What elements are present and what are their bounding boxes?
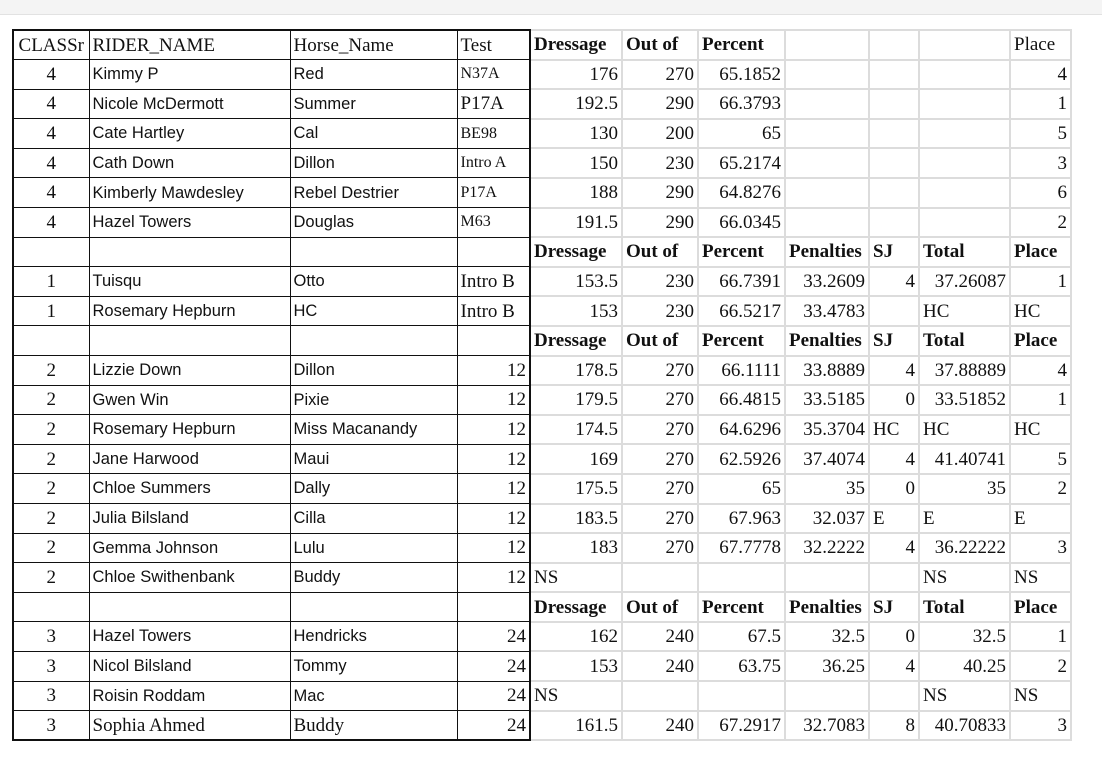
rider-cell: Cath Down <box>89 148 290 178</box>
out-of-cell: 270 <box>622 356 698 386</box>
place-cell: HC <box>1010 415 1071 445</box>
place-cell: 3 <box>1010 533 1071 563</box>
test-cell: 12 <box>457 385 530 415</box>
out-of-cell <box>622 681 698 711</box>
penalties-cell <box>785 148 869 178</box>
sj-cell <box>869 30 919 60</box>
penalties-cell: 32.037 <box>785 504 869 534</box>
percent-cell: 66.1111 <box>698 356 785 386</box>
sj-cell: 4 <box>869 651 919 681</box>
sj-cell: HC <box>869 415 919 445</box>
test-cell: 12 <box>457 563 530 593</box>
penalties-cell <box>785 60 869 90</box>
rider-cell: Chloe Swithenbank <box>89 563 290 593</box>
table-row <box>13 563 1071 593</box>
class-cell: 2 <box>13 444 89 474</box>
place-cell: 2 <box>1010 474 1071 504</box>
table-row <box>13 474 1071 504</box>
percent-cell: 64.8276 <box>698 178 785 208</box>
sj-cell <box>869 89 919 119</box>
table-row <box>13 148 1071 178</box>
out-of-cell: 270 <box>622 533 698 563</box>
rider-cell: Lizzie Down <box>89 356 290 386</box>
class-cell: 4 <box>13 89 89 119</box>
table-row <box>13 385 1071 415</box>
out-of-cell: 240 <box>622 651 698 681</box>
rider-cell <box>89 592 290 622</box>
total-cell: 37.88889 <box>919 356 1010 386</box>
sj-cell <box>869 148 919 178</box>
sj-cell <box>869 119 919 149</box>
table-row <box>13 681 1071 711</box>
dressage-cell: 162 <box>530 622 622 652</box>
sj-cell: 4 <box>869 267 919 297</box>
test-cell: Intro B <box>457 267 530 297</box>
total-cell: NS <box>919 681 1010 711</box>
class-cell: 1 <box>13 267 89 297</box>
total-cell <box>919 30 1010 60</box>
penalties-cell: 33.2609 <box>785 267 869 297</box>
sj-cell: E <box>869 504 919 534</box>
place-cell: Place <box>1010 326 1071 356</box>
dressage-cell: 130 <box>530 119 622 149</box>
subheader-row <box>13 326 1071 356</box>
sj-cell: 4 <box>869 444 919 474</box>
total-cell: 33.51852 <box>919 385 1010 415</box>
place-cell: 2 <box>1010 208 1071 238</box>
percent-cell: 67.2917 <box>698 711 785 741</box>
sj-cell: 0 <box>869 385 919 415</box>
penalties-cell: Penalties <box>785 592 869 622</box>
class-cell: 1 <box>13 296 89 326</box>
horse-cell: Cal <box>290 119 457 149</box>
class-cell: 3 <box>13 681 89 711</box>
place-cell: 3 <box>1010 148 1071 178</box>
out-of-cell: 270 <box>622 385 698 415</box>
percent-cell <box>698 563 785 593</box>
class-cell: 3 <box>13 711 89 741</box>
out-of-cell: Out of <box>622 237 698 267</box>
percent-cell: 65 <box>698 119 785 149</box>
test-cell: 12 <box>457 356 530 386</box>
class-cell: 2 <box>13 356 89 386</box>
place-cell: Place <box>1010 592 1071 622</box>
penalties-cell <box>785 119 869 149</box>
place-cell: 1 <box>1010 267 1071 297</box>
test-cell: 12 <box>457 533 530 563</box>
rider-cell: Kimmy P <box>89 60 290 90</box>
sj-cell <box>869 60 919 90</box>
percent-cell: 66.0345 <box>698 208 785 238</box>
test-cell: P17A <box>457 89 530 119</box>
table-row <box>13 533 1071 563</box>
test-cell: N37A <box>457 60 530 90</box>
percent-cell: 63.75 <box>698 651 785 681</box>
out-of-cell: 290 <box>622 208 698 238</box>
penalties-cell: 35 <box>785 474 869 504</box>
horse-cell: Dillon <box>290 148 457 178</box>
place-cell: Place <box>1010 30 1071 60</box>
dressage-cell: Dressage <box>530 237 622 267</box>
rider-cell: Cate Hartley <box>89 119 290 149</box>
penalties-cell <box>785 30 869 60</box>
out-of-cell: 230 <box>622 267 698 297</box>
rider-cell: Tuisqu <box>89 267 290 297</box>
rider-cell: Hazel Towers <box>89 622 290 652</box>
place-cell: NS <box>1010 563 1071 593</box>
total-cell: 36.22222 <box>919 533 1010 563</box>
percent-cell: 66.7391 <box>698 267 785 297</box>
percent-cell: 64.6296 <box>698 415 785 445</box>
total-cell: Total <box>919 237 1010 267</box>
sj-cell <box>869 178 919 208</box>
place-cell: 1 <box>1010 385 1071 415</box>
out-of-cell: 230 <box>622 296 698 326</box>
out-of-cell: 200 <box>622 119 698 149</box>
place-cell: 4 <box>1010 356 1071 386</box>
total-cell <box>919 119 1010 149</box>
percent-cell: Percent <box>698 30 785 60</box>
test-cell: 12 <box>457 415 530 445</box>
subheader-row <box>13 237 1071 267</box>
sj-cell: 4 <box>869 533 919 563</box>
rider-cell: Rosemary Hepburn <box>89 415 290 445</box>
dressage-cell: 161.5 <box>530 711 622 741</box>
test-cell <box>457 592 530 622</box>
dressage-cell: 191.5 <box>530 208 622 238</box>
dressage-cell: 153 <box>530 651 622 681</box>
sj-cell: 0 <box>869 622 919 652</box>
percent-cell: 65.2174 <box>698 148 785 178</box>
dressage-cell: NS <box>530 563 622 593</box>
place-cell: 1 <box>1010 89 1071 119</box>
out-of-cell: 290 <box>622 178 698 208</box>
total-cell: 35 <box>919 474 1010 504</box>
total-cell: HC <box>919 415 1010 445</box>
penalties-cell <box>785 563 869 593</box>
dressage-cell: 176 <box>530 60 622 90</box>
class-cell <box>13 237 89 267</box>
percent-cell: Percent <box>698 237 785 267</box>
horse-cell: Douglas <box>290 208 457 238</box>
dressage-cell: Dressage <box>530 30 622 60</box>
test-cell: M63 <box>457 208 530 238</box>
percent-cell: Percent <box>698 326 785 356</box>
class-cell: 2 <box>13 563 89 593</box>
dressage-cell: 153.5 <box>530 267 622 297</box>
sj-cell <box>869 296 919 326</box>
sj-cell: 8 <box>869 711 919 741</box>
dressage-cell: 150 <box>530 148 622 178</box>
penalties-cell: 33.8889 <box>785 356 869 386</box>
horse-cell <box>290 592 457 622</box>
percent-cell: 66.4815 <box>698 385 785 415</box>
penalties-cell: 36.25 <box>785 651 869 681</box>
percent-cell <box>698 681 785 711</box>
place-cell: NS <box>1010 681 1071 711</box>
horse-cell: HC <box>290 296 457 326</box>
rider-cell: Nicole McDermott <box>89 89 290 119</box>
total-cell: 40.25 <box>919 651 1010 681</box>
horse-cell: Rebel Destrier <box>290 178 457 208</box>
horse-cell: Buddy <box>290 563 457 593</box>
penalties-cell: 32.2222 <box>785 533 869 563</box>
class-cell: 4 <box>13 119 89 149</box>
place-cell: 6 <box>1010 178 1071 208</box>
rider-cell: Hazel Towers <box>89 208 290 238</box>
total-cell: Total <box>919 592 1010 622</box>
place-cell: E <box>1010 504 1071 534</box>
percent-cell: 66.3793 <box>698 89 785 119</box>
dressage-cell: 179.5 <box>530 385 622 415</box>
horse-cell: Pixie <box>290 385 457 415</box>
rider-cell: Kimberly Mawdesley <box>89 178 290 208</box>
place-cell: 5 <box>1010 119 1071 149</box>
percent-cell: 65.1852 <box>698 60 785 90</box>
horse-cell: Mac <box>290 681 457 711</box>
total-cell <box>919 89 1010 119</box>
total-cell <box>919 208 1010 238</box>
dressage-cell: Dressage <box>530 326 622 356</box>
table-row <box>13 178 1071 208</box>
class-cell: 2 <box>13 504 89 534</box>
total-cell: NS <box>919 563 1010 593</box>
table-row <box>13 208 1071 238</box>
horse-cell: Dally <box>290 474 457 504</box>
place-cell: HC <box>1010 296 1071 326</box>
rider-cell <box>89 326 290 356</box>
rider-cell: Sophia Ahmed <box>89 711 290 741</box>
rider-cell: Julia Bilsland <box>89 504 290 534</box>
class-cell: 2 <box>13 385 89 415</box>
rider-cell: Chloe Summers <box>89 474 290 504</box>
total-cell: Total <box>919 326 1010 356</box>
percent-cell: 67.5 <box>698 622 785 652</box>
horse-cell <box>290 326 457 356</box>
table-row <box>13 711 1071 741</box>
percent-cell: 66.5217 <box>698 296 785 326</box>
place-cell: 1 <box>1010 622 1071 652</box>
test-cell: 24 <box>457 681 530 711</box>
penalties-cell: 32.5 <box>785 622 869 652</box>
horse-cell: Buddy <box>290 711 457 741</box>
test-cell: 12 <box>457 474 530 504</box>
out-of-cell: 230 <box>622 148 698 178</box>
class-cell: 4 <box>13 178 89 208</box>
out-of-cell <box>622 563 698 593</box>
horse-cell: Otto <box>290 267 457 297</box>
test-cell <box>457 326 530 356</box>
dressage-cell: 183 <box>530 533 622 563</box>
place-cell: 5 <box>1010 444 1071 474</box>
rider-cell <box>89 237 290 267</box>
rider-cell: Gemma Johnson <box>89 533 290 563</box>
class-cell <box>13 592 89 622</box>
table-row <box>13 444 1071 474</box>
rider-cell: Rosemary Hepburn <box>89 296 290 326</box>
horse-cell: Dillon <box>290 356 457 386</box>
out-of-cell: 270 <box>622 504 698 534</box>
test-cell: 12 <box>457 504 530 534</box>
dressage-cell: 174.5 <box>530 415 622 445</box>
out-of-cell: 240 <box>622 622 698 652</box>
table-row <box>13 296 1071 326</box>
out-of-cell: 270 <box>622 474 698 504</box>
total-cell: 40.70833 <box>919 711 1010 741</box>
out-of-cell: 270 <box>622 60 698 90</box>
out-of-cell: Out of <box>622 592 698 622</box>
dressage-cell: 178.5 <box>530 356 622 386</box>
table-row <box>13 267 1071 297</box>
results-spreadsheet <box>12 29 1072 741</box>
table-row <box>13 119 1071 149</box>
penalties-cell: 35.3704 <box>785 415 869 445</box>
out-of-cell: Out of <box>622 30 698 60</box>
test-cell: 24 <box>457 622 530 652</box>
penalties-cell <box>785 178 869 208</box>
class-cell: 2 <box>13 415 89 445</box>
total-cell <box>919 178 1010 208</box>
table-row <box>13 651 1071 681</box>
total-cell: 32.5 <box>919 622 1010 652</box>
out-of-cell: 290 <box>622 89 698 119</box>
place-cell: 4 <box>1010 60 1071 90</box>
out-of-cell: 270 <box>622 444 698 474</box>
sj-cell: 0 <box>869 474 919 504</box>
top-bar <box>0 0 1102 15</box>
penalties-cell: 33.4783 <box>785 296 869 326</box>
dressage-cell: 175.5 <box>530 474 622 504</box>
test-cell: Test <box>457 30 530 60</box>
total-cell <box>919 60 1010 90</box>
horse-cell: Tommy <box>290 651 457 681</box>
percent-cell: 65 <box>698 474 785 504</box>
penalties-cell: 33.5185 <box>785 385 869 415</box>
total-cell: HC <box>919 296 1010 326</box>
place-cell: 3 <box>1010 711 1071 741</box>
penalties-cell: Penalties <box>785 326 869 356</box>
horse-cell: Summer <box>290 89 457 119</box>
sj-cell: 4 <box>869 356 919 386</box>
subheader-row <box>13 592 1071 622</box>
penalties-cell: 32.7083 <box>785 711 869 741</box>
percent-cell: 67.963 <box>698 504 785 534</box>
dressage-cell: 153 <box>530 296 622 326</box>
sj-cell: SJ <box>869 592 919 622</box>
class-cell: 4 <box>13 60 89 90</box>
penalties-cell: 37.4074 <box>785 444 869 474</box>
total-cell <box>919 148 1010 178</box>
table-row <box>13 356 1071 386</box>
table-row <box>13 89 1071 119</box>
rider-cell: Nicol Bilsland <box>89 651 290 681</box>
class-cell: 4 <box>13 148 89 178</box>
percent-cell: 62.5926 <box>698 444 785 474</box>
test-cell: 24 <box>457 711 530 741</box>
dressage-cell: 169 <box>530 444 622 474</box>
place-cell: 2 <box>1010 651 1071 681</box>
sj-cell <box>869 681 919 711</box>
test-cell: Intro B <box>457 296 530 326</box>
percent-cell: Percent <box>698 592 785 622</box>
table-row <box>13 504 1071 534</box>
dressage-cell: Dressage <box>530 592 622 622</box>
place-cell: Place <box>1010 237 1071 267</box>
total-cell: 37.26087 <box>919 267 1010 297</box>
horse-cell: Lulu <box>290 533 457 563</box>
horse-cell: Hendricks <box>290 622 457 652</box>
sj-cell <box>869 208 919 238</box>
horse-cell: Red <box>290 60 457 90</box>
penalties-cell: Penalties <box>785 237 869 267</box>
out-of-cell: Out of <box>622 326 698 356</box>
table-row <box>13 622 1071 652</box>
class-cell: 4 <box>13 208 89 238</box>
dressage-cell: 192.5 <box>530 89 622 119</box>
horse-cell <box>290 237 457 267</box>
table-row <box>13 60 1071 90</box>
horse-cell: Horse_Name <box>290 30 457 60</box>
class-cell: 3 <box>13 651 89 681</box>
table-row <box>13 415 1071 445</box>
test-cell: BE98 <box>457 119 530 149</box>
sj-cell <box>869 563 919 593</box>
dressage-cell: NS <box>530 681 622 711</box>
out-of-cell: 270 <box>622 415 698 445</box>
test-cell: P17A <box>457 178 530 208</box>
class-cell: 2 <box>13 533 89 563</box>
dressage-cell: 188 <box>530 178 622 208</box>
sj-cell: SJ <box>869 237 919 267</box>
class-cell: 3 <box>13 622 89 652</box>
rider-cell: Gwen Win <box>89 385 290 415</box>
test-cell <box>457 237 530 267</box>
test-cell: 24 <box>457 651 530 681</box>
horse-cell: Cilla <box>290 504 457 534</box>
percent-cell: 67.7778 <box>698 533 785 563</box>
horse-cell: Maui <box>290 444 457 474</box>
test-cell: Intro A <box>457 148 530 178</box>
penalties-cell <box>785 89 869 119</box>
total-cell: E <box>919 504 1010 534</box>
class-cell: CLASSr <box>13 30 89 60</box>
horse-cell: Miss Macanandy <box>290 415 457 445</box>
total-cell: 41.40741 <box>919 444 1010 474</box>
sj-cell: SJ <box>869 326 919 356</box>
test-cell: 12 <box>457 444 530 474</box>
penalties-cell <box>785 208 869 238</box>
rider-cell: Roisin Roddam <box>89 681 290 711</box>
header-row <box>13 30 1071 60</box>
rider-cell: RIDER_NAME <box>89 30 290 60</box>
dressage-cell: 183.5 <box>530 504 622 534</box>
out-of-cell: 240 <box>622 711 698 741</box>
rider-cell: Jane Harwood <box>89 444 290 474</box>
penalties-cell <box>785 681 869 711</box>
class-cell: 2 <box>13 474 89 504</box>
class-cell <box>13 326 89 356</box>
